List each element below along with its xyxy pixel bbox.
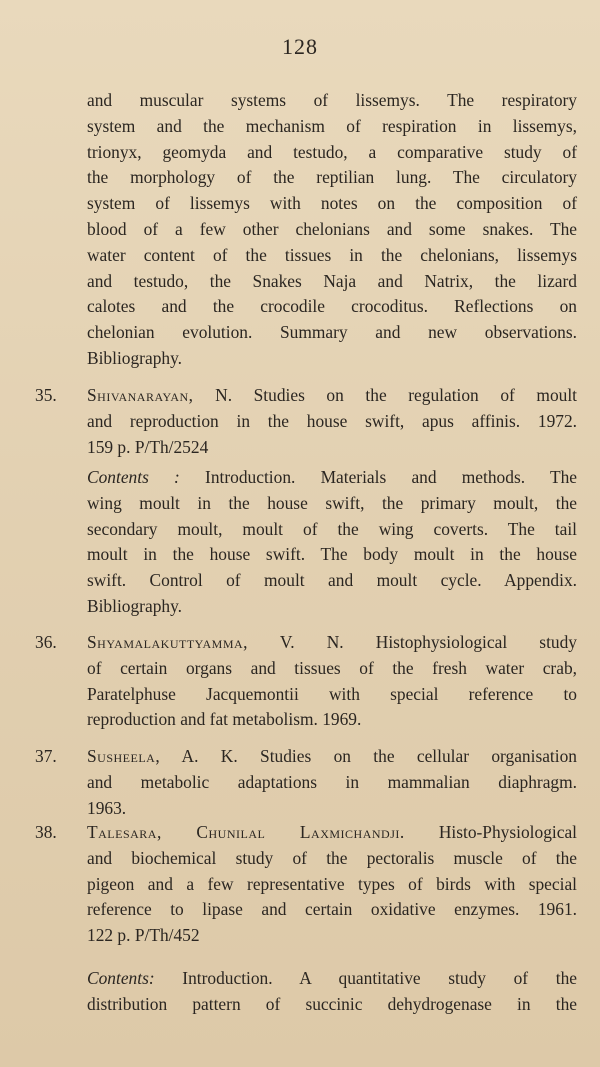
- text-line: the morphology of the reptilian lung. The circulatory: [87, 167, 577, 188]
- page-number: 128: [282, 34, 318, 59]
- entry-36: [87, 630, 577, 733]
- text-line: distribution pattern of succinic dehydrogenase in the: [87, 993, 577, 1014]
- text-line: Introduction. A quantitative study of the: [154, 968, 577, 988]
- text-line: Bibliography.: [87, 595, 182, 616]
- entry-author: Susheela,: [87, 746, 161, 766]
- entry-number: 37.: [35, 746, 57, 766]
- text-line: V. N. Histophysiological study: [248, 632, 577, 652]
- text-line: reference to lipase and certain oxidative enzymes. 1961.: [87, 899, 577, 920]
- text-line: and biochemical study of the pectoralis muscle of the: [87, 847, 577, 868]
- text-line: chelonian evolution. Summary and new observations.: [87, 322, 577, 343]
- contents-label: Contents :: [87, 467, 180, 487]
- entry-number: 36.: [35, 632, 57, 652]
- text-line: and reproduction in the house swift, apus affinis. 1972.: [87, 410, 577, 431]
- contents-label: Contents:: [87, 968, 155, 988]
- text-line: water content of the tissues in the chelonians, lissemys: [87, 244, 577, 265]
- text-line: system and the mechanism of respiration in lissemys,: [87, 115, 577, 136]
- text-line: Histo-Physiological: [404, 822, 577, 842]
- text-line: blood of a few other chelonians and some snakes. The: [87, 218, 577, 239]
- text-line: wing moult in the house swift, the primary moult, the: [87, 492, 577, 513]
- text-line: Bibliography.: [87, 347, 182, 368]
- entry-author: Shyamalakuttyamma,: [87, 632, 249, 652]
- text-line: N. Studies on the regulation of moult: [193, 385, 577, 405]
- entry-38-contents: [87, 966, 577, 1018]
- text-line: A. K. Studies on the cellular organisation: [160, 746, 577, 766]
- entry-author: Shivanarayan,: [87, 385, 194, 405]
- text-line: reproduction and fat metabolism. 1969.: [87, 709, 362, 730]
- text-line: swift. Control of moult and moult cycle. Appendix.: [87, 570, 577, 591]
- entry-37: [87, 744, 577, 821]
- text-line: and testudo, the Snakes Naja and Natrix, the lizard: [87, 270, 577, 291]
- entry-38: [87, 820, 577, 949]
- text-line: Paratelphuse Jacquemontii with special reference to: [87, 683, 577, 704]
- text-line: moult in the house swift. The body moult in the house: [87, 544, 577, 565]
- text-line: calotes and the crocodile crocoditus. Reflections on: [87, 296, 577, 317]
- entry-number: 38.: [35, 822, 57, 842]
- text-line: pigeon and a few representative types of birds with special: [87, 873, 577, 894]
- text-line: 1963.: [87, 797, 127, 818]
- entry-35-contents: [87, 465, 577, 620]
- text-line: trionyx, geomyda and testudo, a comparative study of: [87, 141, 577, 162]
- entry-number: 35.: [35, 385, 57, 405]
- text-line: secondary moult, moult of the wing coverts. The tail: [87, 518, 577, 539]
- text-line: and muscular systems of lissemys. The respiratory: [87, 90, 577, 110]
- entry-author: Talesara, Chunilal Laxmichandji.: [87, 822, 405, 842]
- text-line: 122 p. P/Th/452: [87, 925, 200, 946]
- text-line: 159 p. P/Th/2524: [87, 436, 209, 457]
- entry-35: [87, 383, 577, 460]
- text-line: system of lissemys with notes on the composition of: [87, 193, 577, 214]
- text-line: Introduction. Materials and methods. The: [179, 467, 577, 487]
- text-line: of certain organs and tissues of the fresh water crab,: [87, 657, 577, 678]
- intro-paragraph: [87, 88, 577, 372]
- text-line: and metabolic adaptations in mammalian diaphragm.: [87, 771, 577, 792]
